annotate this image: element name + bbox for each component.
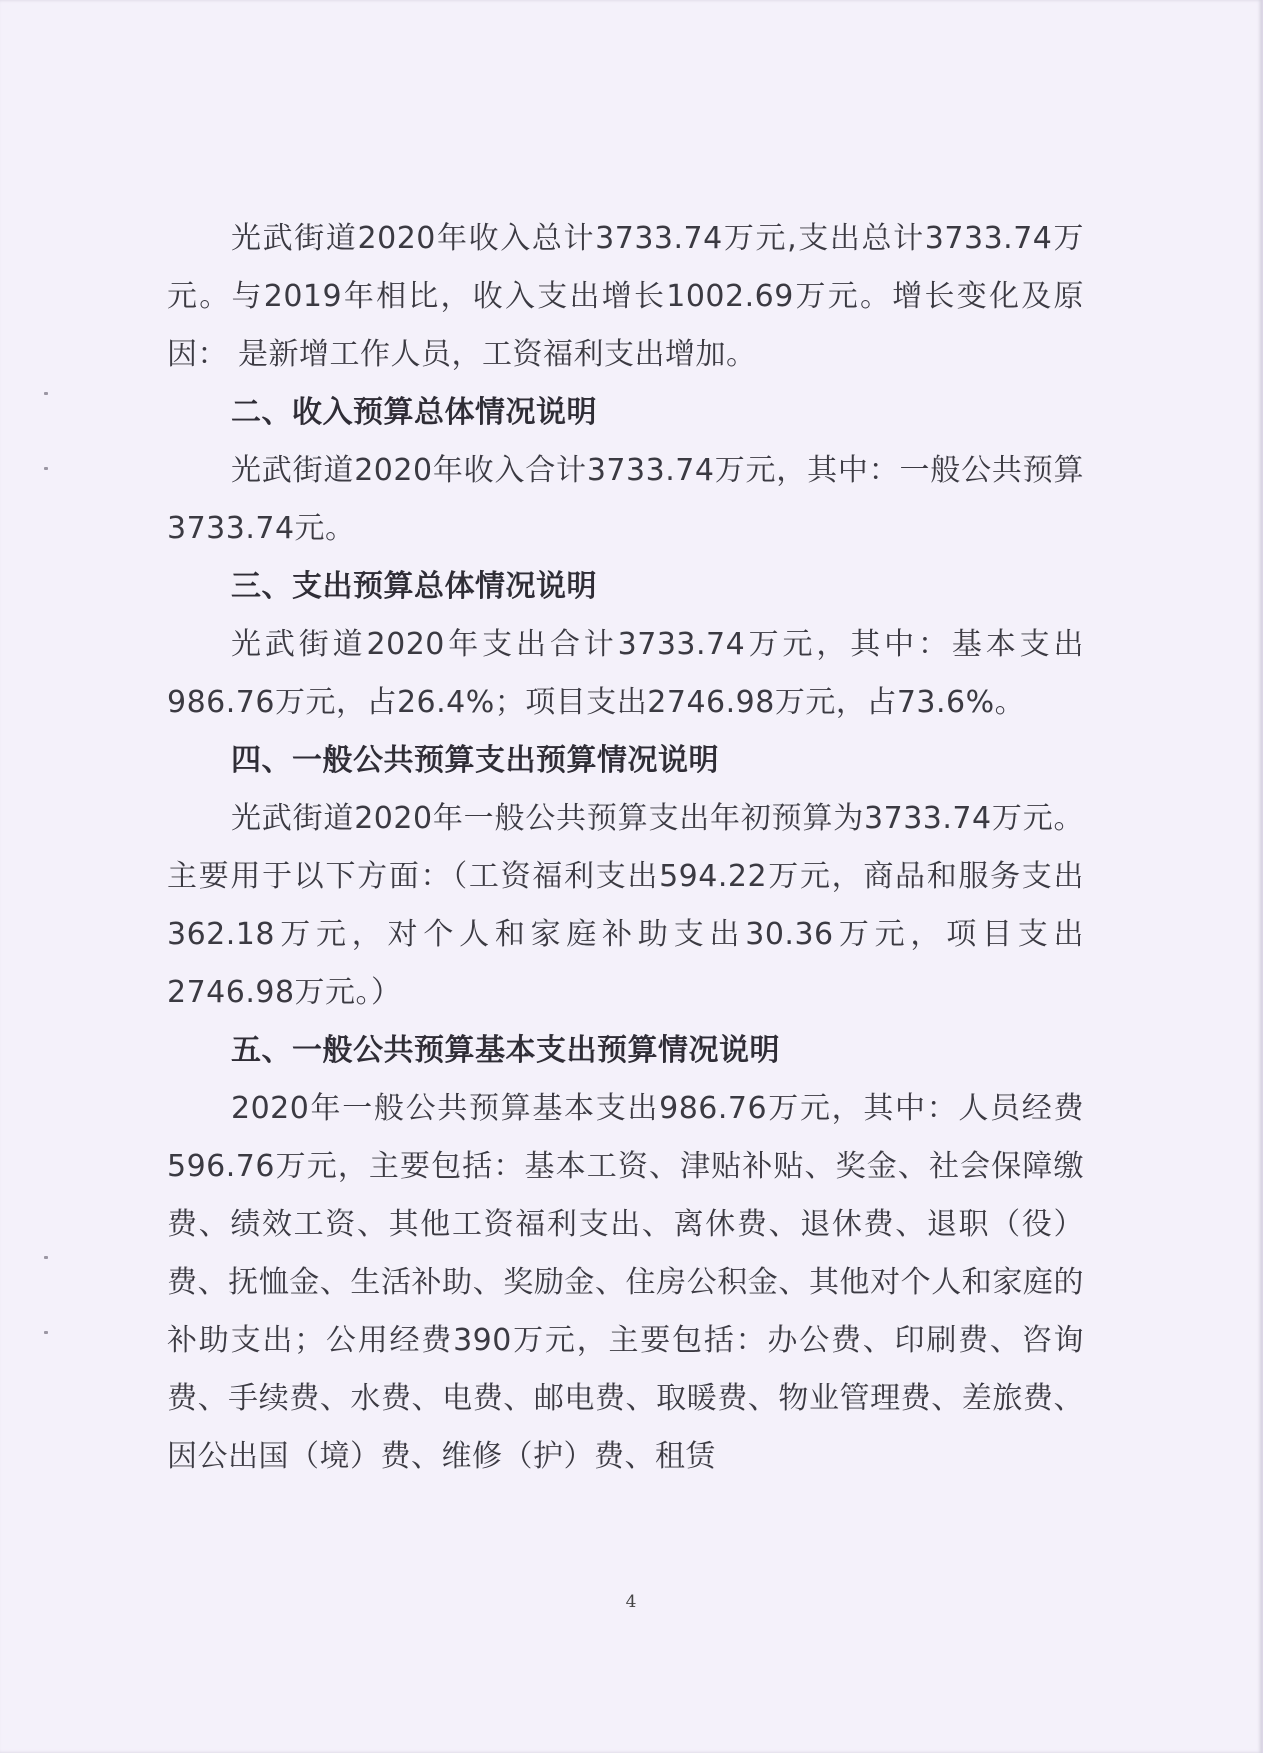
binding-hole-mark (44, 1331, 48, 1334)
paragraph-general-public-expense: 光武街道2020年一般公共预算支出年初预算为3733.74万元。主要用于以下方面：（工资福利支出594.22万元，商品和服务支出362.18万元，对个人和家庭补助支出30.36万元，项目支出2746.98万元。） (167, 801, 1084, 1010)
paragraph-expense-budget: 光武街道2020年支出合计3733.74万元，其中：基本支出986.76万元，占26.4%；项目支出2746.98万元，占73.6%。 (167, 627, 1084, 720)
binding-hole-mark (44, 392, 48, 395)
paragraph-income-expense-summary: 光武街道2020年收入总计3733.74万元,支出总计3733.74万元。与2019年相比，收入支出增长1002.69万元。增长变化及原因： 是新增工作人员，工资福利支出增加。 (167, 221, 1084, 372)
section-heading-general-public-expense: 四、一般公共预算支出预算情况说明 (231, 743, 719, 778)
page-number: 4 (625, 1592, 637, 1612)
paragraph-income-budget: 光武街道2020年收入合计3733.74万元，其中：一般公共预算3733.74元。 (167, 453, 1084, 546)
document-body (167, 210, 1084, 1486)
section-heading-income-budget: 二、收入预算总体情况说明 (231, 395, 597, 430)
binding-hole-mark (44, 467, 48, 470)
section-heading-expense-budget: 三、支出预算总体情况说明 (231, 569, 597, 604)
scan-edge (1262, 0, 1275, 1753)
section-heading-basic-expense: 五、一般公共预算基本支出预算情况说明 (231, 1033, 780, 1068)
paragraph-basic-expense: 2020年一般公共预算基本支出986.76万元，其中：人员经费596.76万元，主要包括：基本工资、津贴补贴、奖金、社会保障缴费、绩效工资、其他工资福利支出、离休费、退休费、退职（役）费、抚恤金、生活补助、奖励金、住房公积金、其他对个人和家庭的补助支出；公用经费390万元，主要包括：办公费、印刷费、咨询费、手续费、水费、电费、邮电费、取暖费、物业管理费、差旅费、因公出国（境）费、维修（护）费、租赁 (167, 1091, 1084, 1474)
binding-hole-mark (44, 1256, 48, 1259)
